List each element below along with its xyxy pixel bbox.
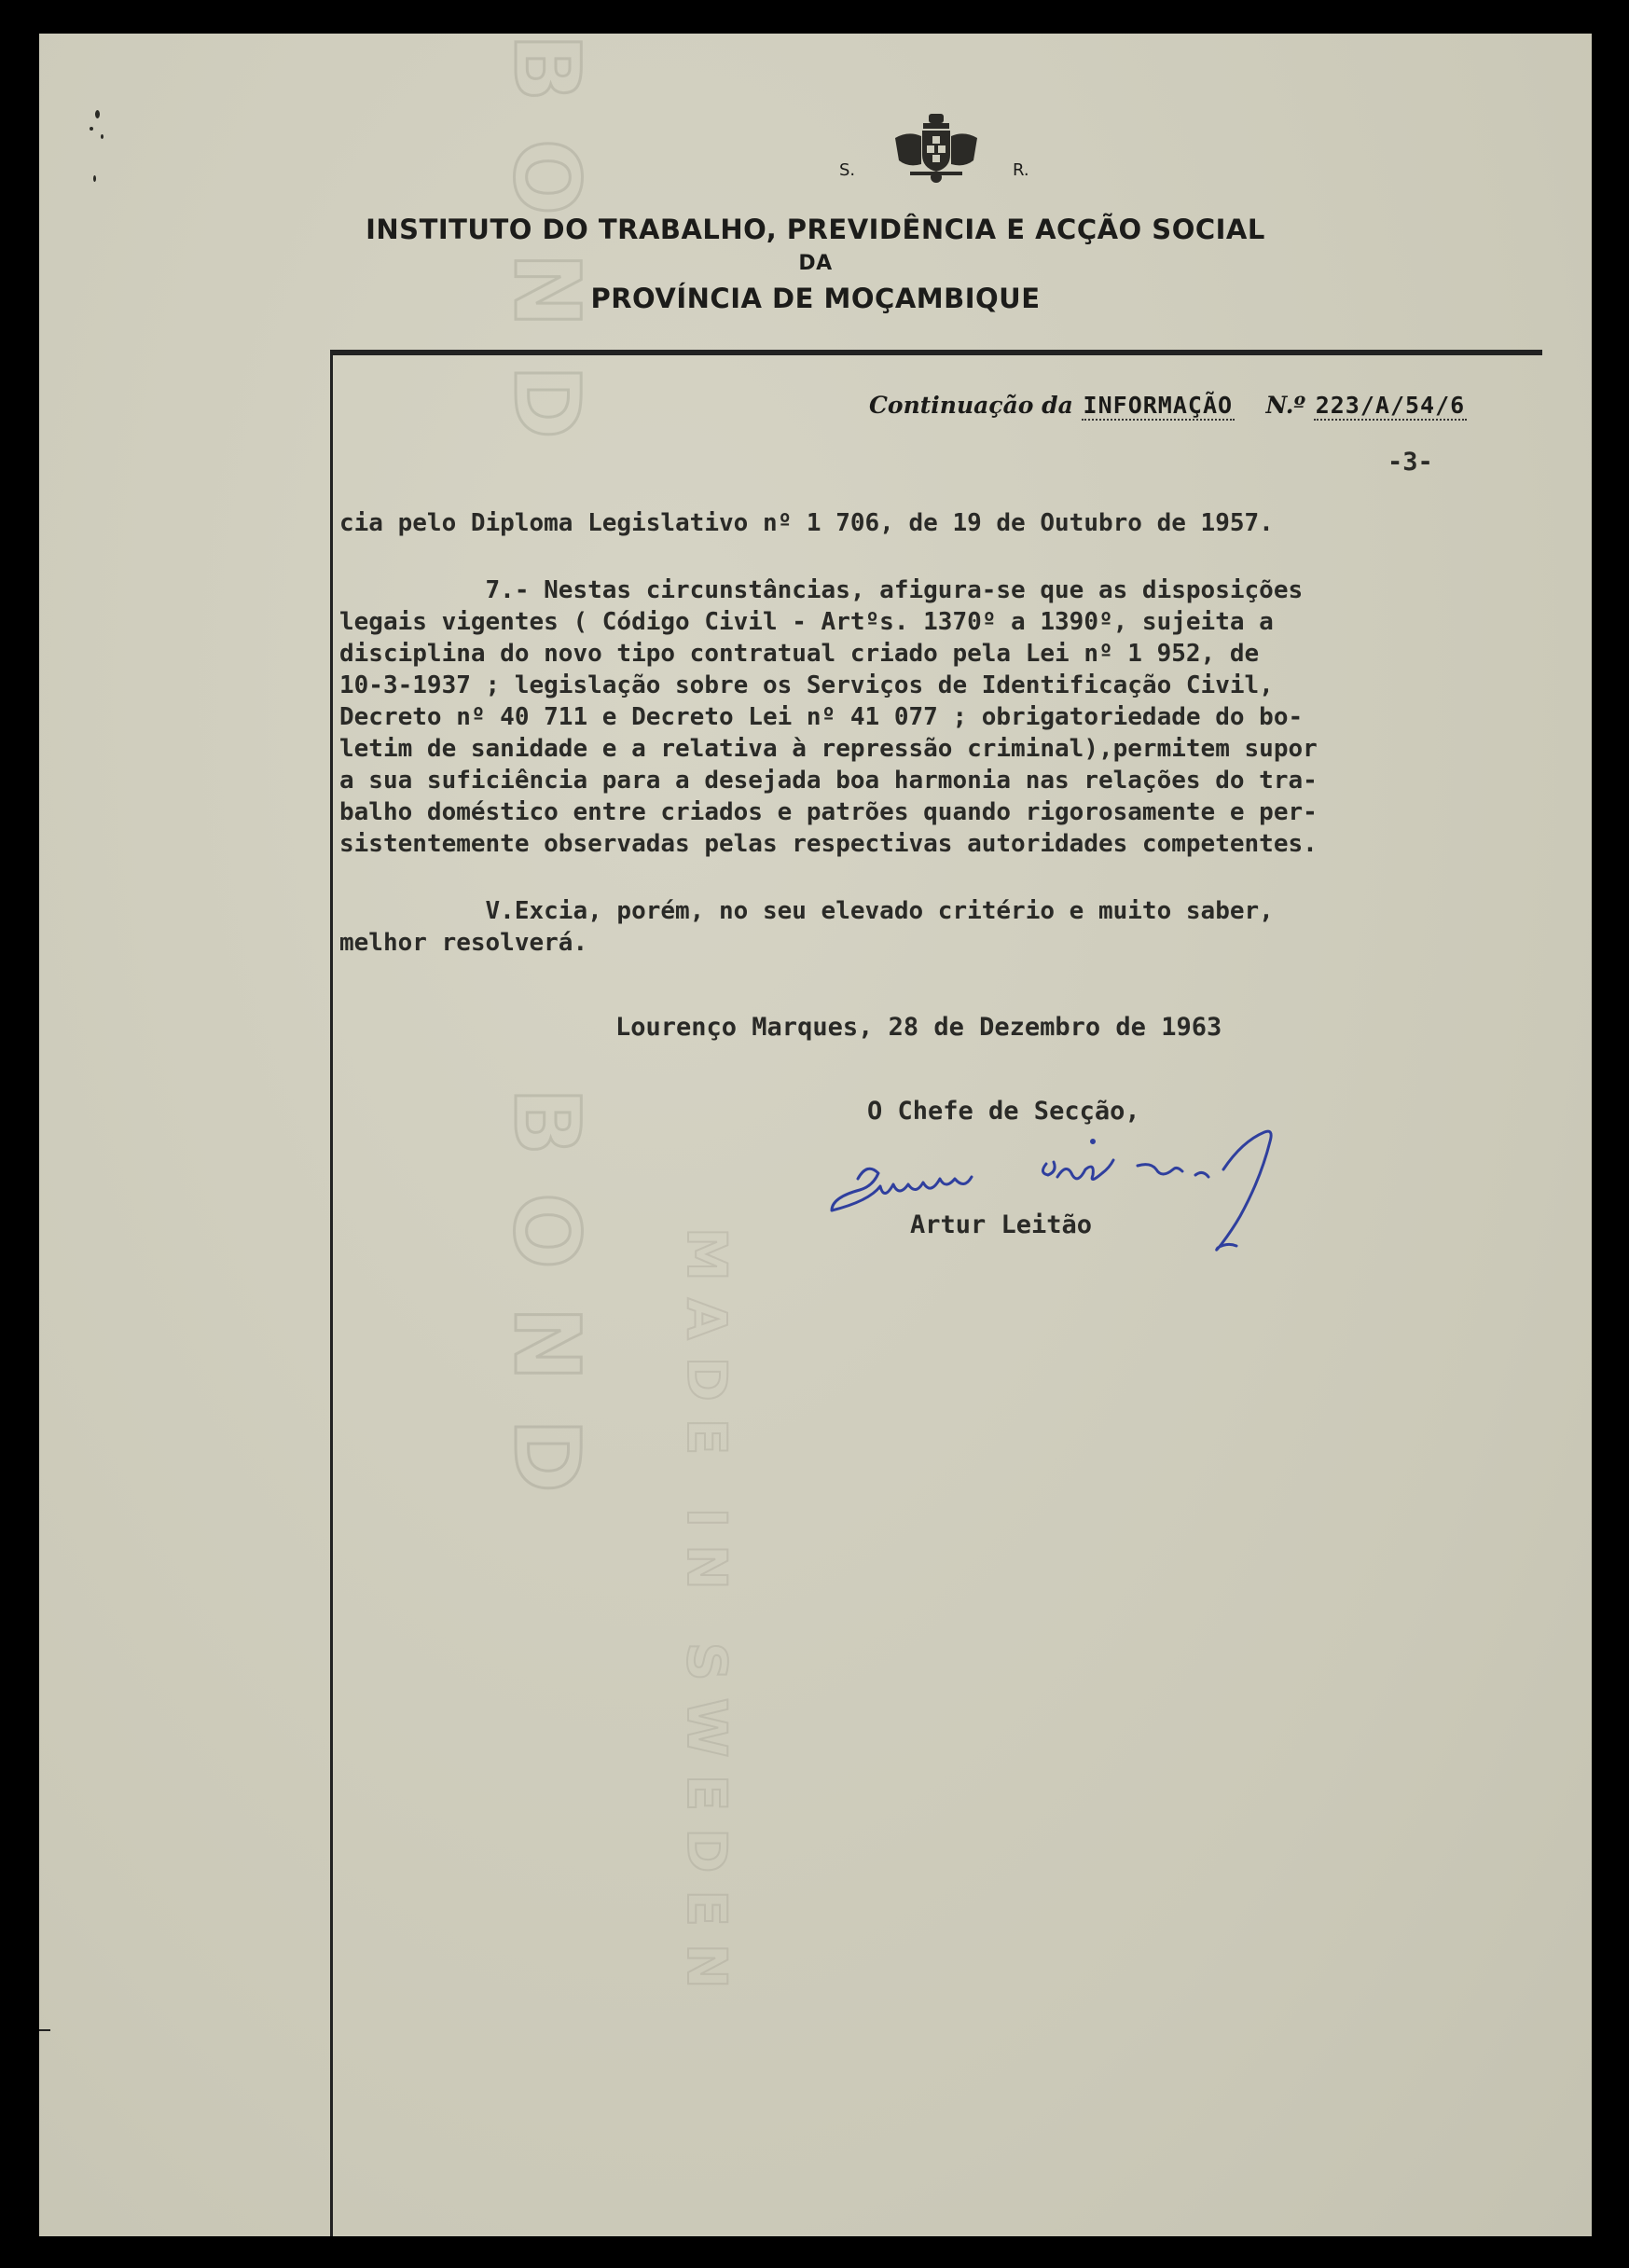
number-label: N.º <box>1265 392 1305 419</box>
signer-title: O Chefe de Secção, <box>867 1097 1140 1126</box>
coat-of-arms-icon <box>891 112 981 187</box>
header-rule <box>330 350 1542 355</box>
institute-name: INSTITUTO DO TRABALHO, PREVIDÊNCIA E ACÇÃO SOCIAL <box>366 214 1265 245</box>
margin-rule <box>330 355 333 2236</box>
continuation-line <box>869 392 1467 419</box>
letterhead-left-letter: S. <box>839 160 856 180</box>
province-name: PROVÍNCIA DE MOÇAMBIQUE <box>590 283 1041 314</box>
margin-tick <box>39 2029 50 2031</box>
letterhead <box>39 112 1592 317</box>
watermark-made-in-lower: MADE IN SWEDEN <box>675 1227 739 2006</box>
page-number: -3- <box>1387 448 1433 477</box>
institute-connector: DA <box>798 252 833 275</box>
place-date: Lourenço Marques, 28 de Dezembro de 1963 <box>615 1013 1222 1042</box>
paragraph-closing: V.Excia, porém, no seu elevado critério e muito saber, melhor resolverá. <box>339 897 1274 957</box>
paragraph-7: 7.- Nestas circunstâncias, afigura-se que as disposições legais vigentes ( Código Civil - Artºs. 1370º a 1390º, sujeita a disciplina do novo tipo contratual criado pela Lei nº 1 952, de 10-3-1937 ; legislação sobre os Serviços de Identificação Civil, Decreto nº 40 711 e Decreto Lei nº 41 077 ; obrigatoriedade do bo- letim de sanidade e a relativa à repressão criminal),permitem supor a sua suficiência para a desejada boa harmonia nas relações do tra- balho doméstico entre criados e patrões quando rigorosamente e per- sistentemente observadas pelas respectivas autoridades competentes. <box>339 576 1318 858</box>
paragraph-continued: cia pelo Diploma Legislativo nº 1 706, de 19 de Outubro de 1957. <box>339 509 1274 537</box>
signer-name: Artur Leitão <box>910 1210 1093 1239</box>
paper-watermark <box>459 34 776 2236</box>
watermark-bond-upper: BOND <box>494 34 599 477</box>
watermark-bond-lower: BOND <box>494 1087 599 1530</box>
letterhead-right-letter: R. <box>1013 160 1029 180</box>
continuation-prefix: Continuação da <box>869 392 1073 419</box>
document-number: 223/A/54/6 <box>1315 392 1466 419</box>
document-page <box>39 34 1592 2236</box>
document-type: INFORMAÇÃO <box>1083 392 1234 419</box>
